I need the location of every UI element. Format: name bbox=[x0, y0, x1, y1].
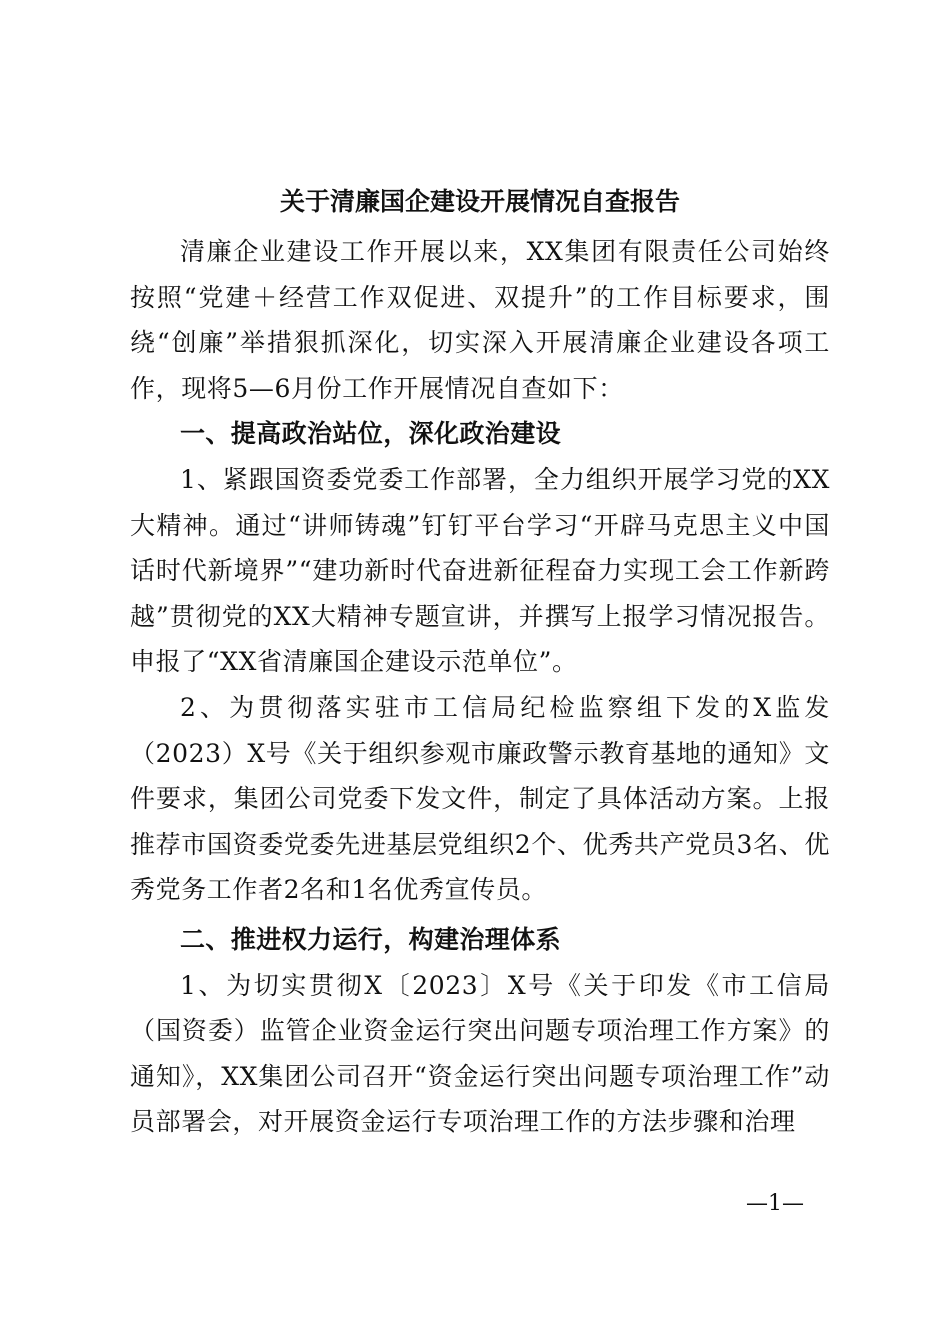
section-heading: 二、推进权力运行，构建治理体系 bbox=[180, 924, 562, 954]
section-heading: 一、提高政治站位，深化政治建设 bbox=[180, 419, 562, 449]
body-paragraph: 1、紧跟国资委党委工作部署，全力组织开展学习党的XX大精神。通过“讲师铸魂”钉钉平台学习“开辟马克思主义中国话时代新境界”“建功新时代奋进新征程奋力实现工会工作新跨越”贯彻党的XX大精神专题宣讲，并撰写上报学习情况报告。申报了“XX省清廉国企建设示范单位”。 bbox=[130, 464, 830, 677]
body-paragraph: 2、为贯彻落实驻市工信局纪检监察组下发的X监发（2023）X号《关于组织参观市廉政警示教育基地的通知》文件要求，集团公司党委下发文件，制定了具体活动方案。上报推荐市国资委党委先进基层党组织2个、优秀共产党员3名、优秀党务工作者2名和1名优秀宣传员。 bbox=[130, 692, 830, 905]
section-political-construction bbox=[130, 411, 830, 913]
intro-paragraph: 清廉企业建设工作开展以来，XX集团有限责任公司始终按照“党建＋经营工作双促进、双提升”的工作目标要求，围绕“创廉”举措狠抓深化，切实深入开展清廉企业建设各项工作，现将5—6月份工作开展情况自查如下： bbox=[130, 237, 830, 403]
document-body bbox=[130, 229, 830, 1145]
document-title: 关于清廉国企建设开展情况自查报告 bbox=[279, 187, 680, 216]
body-paragraph: 1、为切实贯彻X〔2023〕X号《关于印发《市工信局（国资委）监管企业资金运行突出问题专项治理工作方案》的通知》，XX集团公司召开“资金运行突出问题专项治理工作”动员部署会，对开展资金运行专项治理工作的方法步骤和治理 bbox=[130, 970, 830, 1137]
section-governance-system bbox=[130, 917, 830, 1145]
page-number: —1— bbox=[746, 1191, 804, 1216]
